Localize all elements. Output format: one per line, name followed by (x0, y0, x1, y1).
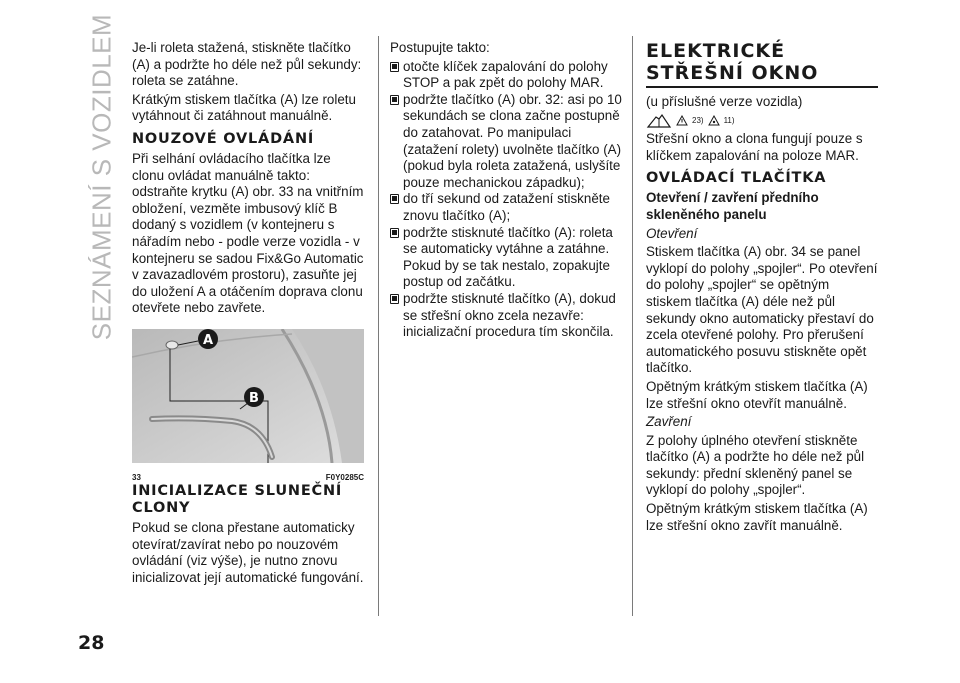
version-note: (u příslušné verze vozidla) (646, 94, 803, 109)
paragraph: Krátkým stiskem tlačítka (A) lze roletu vytáhnout či zatáhnout manuálně. (132, 91, 356, 124)
column-divider (632, 36, 633, 616)
column-3 (646, 40, 878, 536)
bullet-icon (390, 95, 399, 105)
bullet-icon (390, 194, 399, 204)
list-item (390, 59, 622, 92)
column-divider (378, 36, 379, 616)
heading-emergency-control: NOUZOVÉ OVLÁDÁNÍ (132, 130, 315, 147)
list-item-text: podržte tlačítko (A) obr. 32: asi po 10 sekundách se clona začne postupně do zatahovat. Po manipulaci (zatažení rolety) uvolněte tlačítko (A) (pokud byla roleta zatažená, uslyšíte pouze mechanickou západku); (403, 91, 622, 190)
heading-sunblind-init: INICIALIZACE SLUNEČNÍ CLONY (132, 482, 343, 516)
manual-book-icon (646, 113, 672, 129)
warning-icon (676, 115, 688, 126)
figure-33-illustration (132, 329, 364, 463)
caution-icon (708, 115, 720, 126)
heading-control-buttons: OVLÁDACÍ TLAČÍTKA (646, 170, 827, 187)
column-2 (390, 40, 622, 341)
paragraph: Pokud se clona přestane automaticky otevírat/zavírat nebo po nouzovém ovládání (viz výše), je nutno znovu inicializovat její automatické fungování. (132, 519, 364, 585)
figure-code: F0Y0285C (325, 472, 364, 482)
paragraph: Stiskem tlačítka (A) obr. 34 se panel vyklopí do polohy „spojler“. Po otevření do polohy „spojler“ se opětným stiskem tlačítka (A) déle než půl sekundy okno automaticky přestaví do zcela otevřené polohy. Pro přerušení automatického posuvu stiskněte opět tlačítko. (646, 244, 878, 376)
figure-number: 33 (132, 472, 141, 482)
bullet-icon (390, 228, 399, 238)
paragraph: Postupujte takto: (390, 40, 490, 55)
reference-icons (646, 113, 878, 130)
figure-33 (132, 329, 364, 482)
paragraph: Je-li roleta stažená, stiskněte tlačítko (A) a podržte ho déle než půl sekundy: roleta se zatáhne. (132, 40, 362, 89)
section-side-tab-label: SEZNÁMENÍ S VOZIDLEM (86, 13, 117, 341)
list-item-text: podržte stisknuté tlačítko (A), dokud se střešní okno zcela nezavře: inicializační procedura tím skončila. (403, 290, 616, 340)
paragraph: Střešní okno a clona fungují pouze s klíčkem zapalování na poloze MAR. (646, 131, 863, 163)
list-item (390, 291, 622, 341)
list-item (390, 225, 622, 291)
list-item (390, 191, 622, 224)
bullet-icon (390, 294, 399, 304)
warning-ref: 23) (692, 115, 704, 125)
list-item (390, 92, 622, 192)
column-1 (132, 40, 364, 588)
paragraph: Opětným krátkým stiskem tlačítka (A) lze střešní okno zavřít manuálně. (646, 501, 868, 533)
list-item-text: podržte stisknuté tlačítko (A): roleta se automaticky vytáhne a zatáhne. Pokud by se tak nestalo, zopakujte postup od začátku. (403, 224, 613, 290)
callout-b: B (249, 390, 259, 406)
list-item-text: do tří sekund od zatažení stiskněte znovu tlačítko (A); (403, 191, 610, 223)
paragraph: Z polohy úplného otevření stiskněte tlačítko (A) a podržte ho déle než půl sekundy: přední skleněný panel se vyklopí do polohy „spojler“. (646, 432, 865, 498)
caution-ref: 11) (723, 115, 735, 125)
subheading-front-panel: Otevření / zavření předního skleněného panelu (646, 190, 819, 222)
subheading-opening: Otevření (646, 225, 698, 241)
list-item-text: otočte klíček zapalování do polohy STOP a pak zpět do polohy MAR. (403, 58, 608, 91)
bullet-icon (390, 62, 399, 72)
paragraph: Při selhání ovládacího tlačítka lze clonu ovládat manuálně takto: odstraňte krytku (A) obr. 33 na vnitřním obložení, vezměte imbusový klíč B dodaný s vozidlem (v kontejneru s nářadím nebo - podle verze vozidla - v kontejneru se sadou Fix&Go Automatic v zavazadlovém prostoru), zasuňte jej do uložení A a otáčením doprava clonu otevřete nebo zavřete. (132, 150, 364, 316)
section-title: ELEKTRICKÉ STŘEŠNÍ OKNO (646, 40, 878, 88)
page-number: 28 (78, 632, 105, 654)
figure-caption (132, 470, 364, 487)
subheading-closing: Zavření (646, 414, 692, 430)
section-side-tab (82, 13, 122, 341)
callout-a: A (202, 332, 214, 348)
paragraph: Opětným krátkým stiskem tlačítka (A) lze střešní okno otevřít manuálně. (646, 378, 868, 411)
